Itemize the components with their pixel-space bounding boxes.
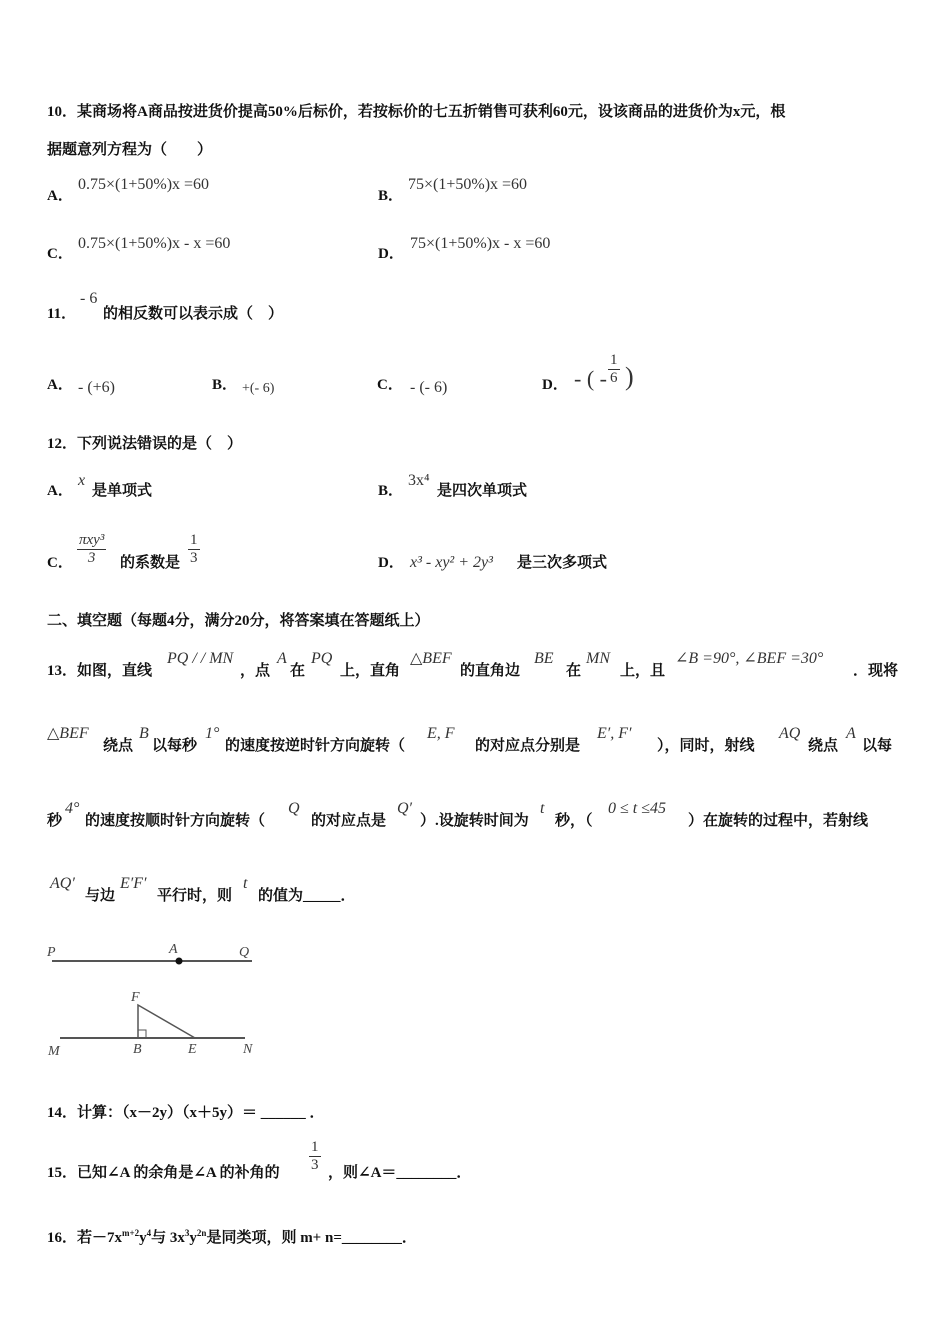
q12-option-a-text: 是单项式 <box>92 483 153 499</box>
q11-stem: 的相反数可以表示成（ ） <box>103 306 284 322</box>
q11-option-a: - (+6) <box>78 379 116 396</box>
q16-y2: y <box>189 1230 197 1246</box>
q13-math: B <box>139 725 149 742</box>
q12-option-b-expr: 3x⁴ <box>408 472 430 489</box>
q10-option-d-label: D． <box>378 246 404 262</box>
fraction-numerator: 1 <box>190 532 198 548</box>
q13-text: 秒 <box>47 813 63 829</box>
q13-text: 的对应点是 <box>311 813 387 829</box>
q13-math: E′F′ <box>120 875 147 892</box>
q13-text: ）.设旋转时间为 <box>420 813 529 829</box>
q11-option-b-label: B． <box>212 377 238 393</box>
q13-text: 绕点 <box>808 738 839 754</box>
q13-math: E′, F′ <box>597 725 632 742</box>
q13-text: 的值为_____． <box>258 888 356 904</box>
q10-option-c: 0.75×(1+50%)x - x =60 <box>78 235 231 252</box>
q13-text: 以每秒 <box>152 738 198 754</box>
q16-exp2: 4 <box>146 1228 152 1238</box>
q13-math: A <box>277 650 287 667</box>
q15-post: ，则∠A＝________． <box>328 1165 472 1181</box>
q13-text: 在 <box>290 663 306 679</box>
q11-option-d-close: ) <box>625 362 634 391</box>
point-a <box>176 958 183 965</box>
label-q: Q <box>239 945 250 960</box>
q12-option-c-text: 的系数是 <box>120 555 181 571</box>
q13-text: ）在旋转的过程中，若射线 <box>688 813 869 829</box>
q10-stem-line2: 据题意列方程为（ ） <box>47 142 213 158</box>
fraction-denominator: 3 <box>190 550 198 566</box>
q12-option-a-expr: x <box>78 472 86 489</box>
q13-math: A <box>846 725 856 742</box>
fraction-numerator: 1 <box>311 1139 319 1155</box>
fraction-numerator: πxy³ <box>79 532 105 548</box>
triangle-bef <box>138 1005 195 1038</box>
q13-text: ，点 <box>240 663 271 679</box>
q13-math: AQ′ <box>50 875 75 892</box>
q16-y: y <box>139 1230 147 1246</box>
q13-math: E, F <box>427 725 455 742</box>
q16 <box>47 1224 417 1247</box>
q13-math: △BEF <box>47 725 89 742</box>
q14: 14．计算：（x－2y）（x＋5y）＝ ______ ． <box>47 1105 325 1121</box>
fraction-numerator: 1 <box>610 352 618 368</box>
label-p: P <box>47 945 56 960</box>
q11-option-d-label: D． <box>542 377 568 393</box>
q10-option-c-label: C． <box>47 246 73 262</box>
q16-exp1: m+2 <box>122 1228 140 1238</box>
q13-text: 秒，（ <box>555 813 593 829</box>
q11-option-d-fraction <box>608 352 620 387</box>
q16-pre: 16．若－7x <box>47 1230 123 1246</box>
label-m: M <box>48 1044 60 1059</box>
q10-option-b-label: B． <box>378 188 404 204</box>
fraction-denominator: 6 <box>610 370 618 386</box>
q13-math: t <box>243 875 248 892</box>
q13-math: ∠B =90°, ∠BEF =30° <box>675 650 824 667</box>
label-b: B <box>133 1042 142 1057</box>
q12-option-b-label: B． <box>378 483 404 499</box>
fraction-denominator: 3 <box>311 1157 319 1173</box>
q13-math: PQ / / MN <box>167 650 234 667</box>
q13-math: PQ <box>311 650 333 667</box>
q10-option-a: 0.75×(1+50%)x =60 <box>78 176 210 193</box>
q12-option-c-label: C． <box>47 555 73 571</box>
q13-math: MN <box>586 650 610 667</box>
q16-mid: 与 3x <box>151 1230 185 1246</box>
q13-text: 以每 <box>862 738 893 754</box>
q16-post: 是同类项，则 m+ n=________． <box>206 1230 417 1246</box>
label-f: F <box>131 990 140 1005</box>
q12-stem: 12．下列说法错误的是（ ） <box>47 436 243 452</box>
q13-text: ），同时，射线 <box>657 738 755 754</box>
section-heading: 二、填空题（每题4分，满分20分，将答案填在答题纸上） <box>47 613 430 629</box>
q13-math: t <box>540 800 545 817</box>
q13-math: 0 ≤ t ≤45 <box>608 800 667 817</box>
q13-math: AQ <box>779 725 801 742</box>
q12-option-d-label: D． <box>378 555 404 571</box>
q13-math: Q <box>288 800 300 817</box>
label-e: E <box>188 1042 197 1057</box>
q13-text: 的直角边 <box>460 663 521 679</box>
q11-option-a-label: A． <box>47 377 73 393</box>
q13-math: 4° <box>65 800 80 817</box>
q11-option-d-prefix: - ( - <box>574 366 607 391</box>
q13-figure <box>40 935 270 1065</box>
q13-text: 的对应点分别是 <box>475 738 581 754</box>
q11-option-c-label: C． <box>377 377 403 393</box>
label-a: A <box>169 942 178 957</box>
q12-option-d-expr: x³ - xy² + 2y³ <box>410 554 493 571</box>
q13-text: 上，直角 <box>340 663 401 679</box>
q10-option-a-label: A． <box>47 188 73 204</box>
q11-option-c: - (- 6) <box>410 379 448 396</box>
q16-exp4: 2n <box>196 1228 207 1238</box>
q15-pre: 15．已知∠A 的余角是∠A 的补角的 <box>47 1165 280 1181</box>
q13-text: ．现将 <box>853 663 899 679</box>
q13-text: 的速度按逆时针方向旋转（ <box>225 738 406 754</box>
fraction-denominator: 3 <box>87 550 96 566</box>
q12-option-b-text: 是四次单项式 <box>437 483 528 499</box>
q13-text: 在 <box>566 663 582 679</box>
q13-text: 与边 <box>85 888 116 904</box>
label-n: N <box>243 1042 253 1057</box>
q11-expr: - 6 <box>80 290 98 307</box>
q13-math: 1° <box>205 725 220 742</box>
q10-stem-line1: 10．某商场将A商品按进货价提高50%后标价，若按标价的七五折销售可获利60元，设该商品的进货价为x元，根 <box>47 104 786 120</box>
right-angle-mark <box>138 1030 146 1038</box>
q12-option-d-text: 是三次多项式 <box>517 555 608 571</box>
q12-option-a-label: A． <box>47 483 73 499</box>
q12-option-c-coefficient <box>188 532 200 567</box>
q11-option-b: +(- 6) <box>242 381 275 396</box>
q16-exp3: 3 <box>184 1228 190 1238</box>
q13-text: 13．如图，直线 <box>47 663 153 679</box>
q13-text: 平行时，则 <box>157 888 233 904</box>
q13-math: △BEF <box>410 650 452 667</box>
q15-fraction <box>309 1139 321 1174</box>
q12-option-c-fraction <box>77 532 106 567</box>
q10-option-b: 75×(1+50%)x =60 <box>408 176 528 193</box>
q13-text: 的速度按顺时针方向旋转（ <box>85 813 266 829</box>
q10-option-d: 75×(1+50%)x - x =60 <box>410 235 551 252</box>
q11-number: 11． <box>47 306 77 322</box>
q13-math: Q′ <box>397 800 413 817</box>
q13-math: BE <box>534 650 554 667</box>
q13-text: 绕点 <box>103 738 134 754</box>
q13-text: 上，且 <box>620 663 666 679</box>
